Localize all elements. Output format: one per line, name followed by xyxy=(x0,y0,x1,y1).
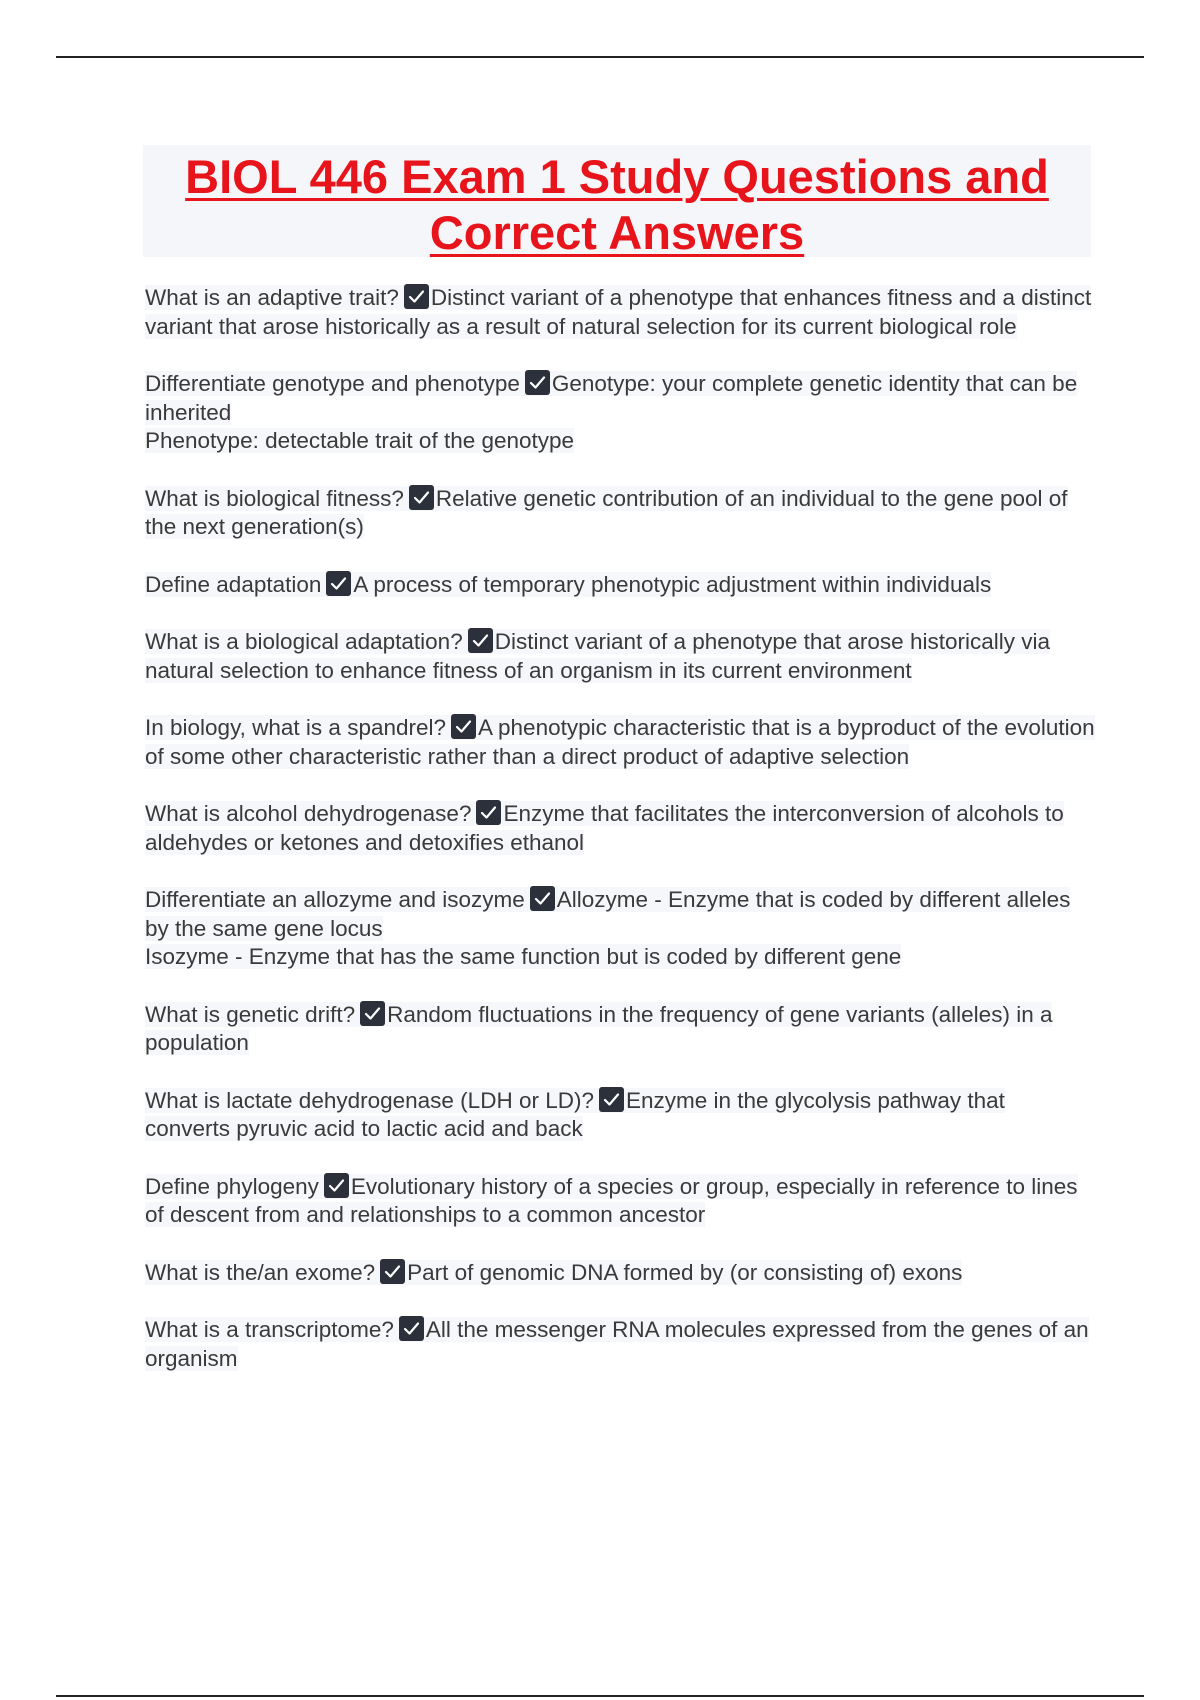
qa-main-line xyxy=(145,371,1077,425)
qa-item xyxy=(145,1316,1095,1373)
answer-text: Distinct variant of a phenotype that arose historically via natural selection to enhance fitness of an organism in its current environment xyxy=(145,629,1050,683)
answer-extra-text: Isozyme - Enzyme that has the same function but is coded by different gene xyxy=(145,944,902,969)
qa-item xyxy=(145,571,1095,600)
qa-main-line xyxy=(145,1002,1052,1056)
answer-text: A process of temporary phenotypic adjustment within individuals xyxy=(353,571,992,597)
qa-item xyxy=(145,1087,1095,1144)
check-box-icon xyxy=(599,1087,624,1112)
qa-main-line xyxy=(145,801,1064,855)
question-text: What is genetic drift? xyxy=(145,1001,356,1027)
qa-item xyxy=(145,886,1095,972)
qa-main-line xyxy=(145,572,991,597)
qa-list xyxy=(145,284,1095,1402)
question-text: What is lactate dehydrogenase (LDH or LD)? xyxy=(145,1087,594,1113)
answer-text: Enzyme in the glycolysis pathway that converts pyruvic acid to lactic acid and back xyxy=(145,1087,1005,1141)
question-text: Differentiate genotype and phenotype xyxy=(145,371,520,396)
check-box-icon xyxy=(476,800,501,825)
check-box-icon xyxy=(326,571,351,596)
answer-text: Part of genomic DNA formed by (or consisting of) exons xyxy=(407,1259,963,1285)
question-text: What is an adaptive trait? xyxy=(145,285,399,310)
qa-main-line xyxy=(145,1088,1005,1142)
title-line-2: Correct Answers xyxy=(429,206,805,259)
qa-item xyxy=(145,1173,1095,1230)
qa-item xyxy=(145,370,1095,456)
answer-text: A phenotypic characteristic that is a byproduct of the evolution of some other characteristic rather than a direct product of adaptive selection xyxy=(145,715,1095,769)
qa-main-line xyxy=(145,285,1091,339)
answer-text: All the messenger RNA molecules expressed from the genes of an organism xyxy=(145,1317,1089,1371)
title-line-1: BIOL 446 Exam 1 Study Questions and xyxy=(185,150,1049,203)
answer-extra-text: Phenotype: detectable trait of the genotype xyxy=(145,428,575,453)
question-text: Define adaptation xyxy=(145,571,322,597)
check-box-icon xyxy=(409,485,434,510)
check-box-icon xyxy=(324,1173,349,1198)
check-box-icon xyxy=(530,886,555,911)
top-divider xyxy=(56,56,1144,58)
answer-text: Random fluctuations in the frequency of gene variants (alleles) in a population xyxy=(145,1001,1053,1055)
question-text: In biology, what is a spandrel? xyxy=(145,715,447,740)
question-text: Define phylogeny xyxy=(145,1173,319,1199)
question-text: What is the/an exome? xyxy=(145,1259,376,1285)
check-box-icon xyxy=(380,1259,405,1284)
check-box-icon xyxy=(525,370,550,395)
qa-main-line xyxy=(145,1317,1089,1371)
qa-item xyxy=(145,284,1095,341)
qa-main-line xyxy=(145,715,1095,769)
question-text: Differentiate an allozyme and isozyme xyxy=(145,887,525,912)
check-box-icon xyxy=(404,284,429,309)
qa-main-line xyxy=(145,887,1070,941)
question-text: What is biological fitness? xyxy=(145,485,404,511)
question-text: What is a transcriptome? xyxy=(145,1317,394,1342)
qa-item xyxy=(145,485,1095,542)
answer-text: Evolutionary history of a species or group, especially in reference to lines of descent from and relationships to a common ancestor xyxy=(145,1173,1078,1227)
qa-item xyxy=(145,800,1095,857)
answer-text: Distinct variant of a phenotype that enhances fitness and a distinct variant that arose historically as a result of natural selection for its current biological role xyxy=(145,285,1092,339)
qa-main-line xyxy=(145,1174,1078,1228)
qa-item xyxy=(145,628,1095,685)
question-text: What is alcohol dehydrogenase? xyxy=(145,801,472,826)
qa-item xyxy=(145,714,1095,771)
title-block xyxy=(143,145,1091,257)
qa-item xyxy=(145,1259,1095,1288)
qa-main-line xyxy=(145,629,1050,683)
answer-text: Allozyme - Enzyme that is coded by different alleles by the same gene locus xyxy=(145,887,1071,941)
check-box-icon xyxy=(451,714,476,739)
answer-text: Genotype: your complete genetic identity that can be inherited xyxy=(145,371,1078,425)
check-box-icon xyxy=(468,628,493,653)
document-title xyxy=(143,145,1091,261)
qa-main-line xyxy=(145,1260,962,1285)
question-text: What is a biological adaptation? xyxy=(145,629,463,654)
qa-main-line xyxy=(145,486,1068,540)
bottom-divider xyxy=(56,1695,1144,1697)
check-box-icon xyxy=(360,1001,385,1026)
check-box-icon xyxy=(399,1316,424,1341)
answer-text: Enzyme that facilitates the interconversion of alcohols to aldehydes or ketones and detoxifies ethanol xyxy=(145,801,1064,855)
qa-item xyxy=(145,1001,1095,1058)
answer-text: Relative genetic contribution of an individual to the gene pool of the next generation(s) xyxy=(145,485,1068,539)
